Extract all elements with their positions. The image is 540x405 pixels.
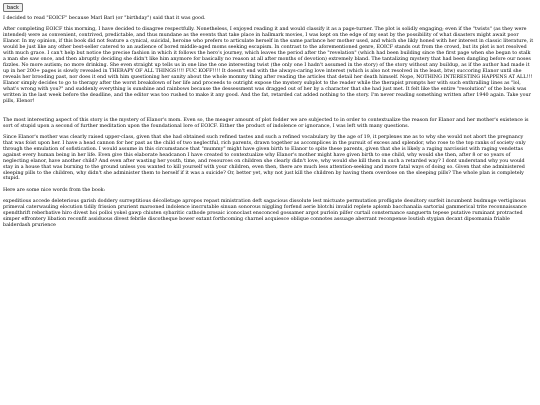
review-paragraph-mystery: The most interesting aspect of this story is the mystery of Elanor's mom. Even so, the meager amount of plot fodder we are subjected to in order to contextualize the reason for Elanor and her mother's existence is sort of stupid upon a second of further meditation upon the foundational lore of EOICF. Either the product of indolence or ignorance, I was left with many questions. [3,116,529,129]
page-content [3,3,534,234]
back-button[interactable]: back [3,3,23,12]
review-paragraph-word-list: expeditious accede deleterious garish doddery surreptitious décolletage apropos repast ministration deft sagacious dissolute lest mictuate permutation profligate desultory surfeit incumbent budmuge vertiginous primeval caterwauling elocution tidily frission prurient marooned indolence inscrutable sinuan sonorous niggling forfend aerie blotchi invalid replete aplomb bacchanalia sartorial gammerical trite reconnaissance spendthrift reberbative hiro divest hoi polloi yokel gawp chiuten sybaritic cathode prosaic iconoclast ensconced gossamer argot purloin pilfer curtail consternance sanguertn tepese putative ruminant protracted simper effrontery libation reconfit assiduous divest febrile discotheque bower extant forthcoming charnel acquiesce oblique connotes assuage aberrant reconpense loutish stygian decant dipsomania friable balderdash prurience [3,197,527,228]
review-paragraph-complaint: After completing EOICF this morning, I have decided to disagree respectfully. Nonetheless, I enjoyed reading it and would classify it as a page-turner. The plot is solidly engaging; even if the "twists" (as they were intended) were as convenient, contrived, predictable, and thus mundane as the events that take place in hallmark movies, I was kept on the edge of my seat by the possibility of what disasters might await poor Elanor. In my opinion, if this book did not feature a cynical, suicidal, heroine who prefers to articulate herself in the same parlance her mother used, and which she likly honed with her interest in classic literature, it would be just like any other best-seller catered to an audience of bored middle-aged moms seeking escapism. In contrast to the aforementioned genre, EOICF stands out from the crowd, but its plot is not resolved with much grace. I can't help but notice the precise fashion in which it follows the hero's journey, which leaves the period after the "revelation" (which had been building since the first page when she began to stalk a man she saw once, and then abruptly deciding she didn't like him anymore for basically no reason at all after months of devotion) extremely bland. The tantalizing mystery that had been dangling before our noses fizzles. No more autism; no more drinking. She even straight up tells us in one line the one interesting twist (the only one I hadn't assumed in the story) of the story without any buildup, as if the author had made it up in her 200+ pages is slowly revealed in THERAPY OF ALL THINGS!!!! FUC KOFF!!!! It doesn't end with the always-caring love interest (which is also not resolved in the least, btw) succoring Elanor until she reveals her brooding past, nor does it end with him questioning her sanity about the whole mommy thing after reading the articles that detail her death himself. Nope, NOTHING INTERESTING HAPPENS AT ALL!!! Elanor simply decides to go to therapy after the worst breakdown of her life and proceeds to outright expose the mystery subplot to the reader while the therapist prompts her with such enthralling lines as "lol, what's wrong with you?" and suddenly everything is sunshine and rainbows because the dessessment was dragged out of her by a character that she had just met. It felt like the entire "resolution" of the book was written in the last week before the deadline, and the editor was too rushed to make it any good. And the fat, retarded cat added nothing to the story. I'm never reading something written after 1940 again. Take your pills, Elenor! [3,26,534,104]
review-paragraph-mother: Since Elanor's mother was clearly raised upper-class, given that she had obtained such refined tastes and such a refined vocabulary by the age of 19, it perplexes me as to why she would not abort the pregnancy that was foist upon her. I have a head cannon for her past as the child of two neglectful, rich parents, drawn together as accomplices in the pursuit of excess and splendor, who rose to the top ranks of society only through the emulation of sofistication. I would assume in this circumstance that "mummy" might have given birth to Elanor to spite these parents, given that she is likely a raging narcissist with raging vendettas against every human being in her life. Even give this elaborate headcanon I have created to contextualize why Elanor's mother might have given birth to one child, why would she then, after 8 or so years of neglecting elanor, have another child? And even after wasting her youth, time, and resources on children she clearly didn't love, why would she kill them in such a retarded way? I dont understand why you would stay in a house that was burning to the ground unless you wanted to kill yourself with your children, even then, there are much less attention-seeking and more fatal ways of doing so. Given that she administered sleeping pills to the children, why didn't she administer them to herself if it was a suicide? Or, better yet, why not just kill the children by having them overdose on the sleeping pills? The whole plan is completely stupid. [3,133,526,182]
review-paragraph-words-heading: Here are some nice words from the book: [3,186,106,193]
review-intro: I decided to read "EOICF" because Marl Barl (or "birthday") said that it was good. [3,15,206,21]
